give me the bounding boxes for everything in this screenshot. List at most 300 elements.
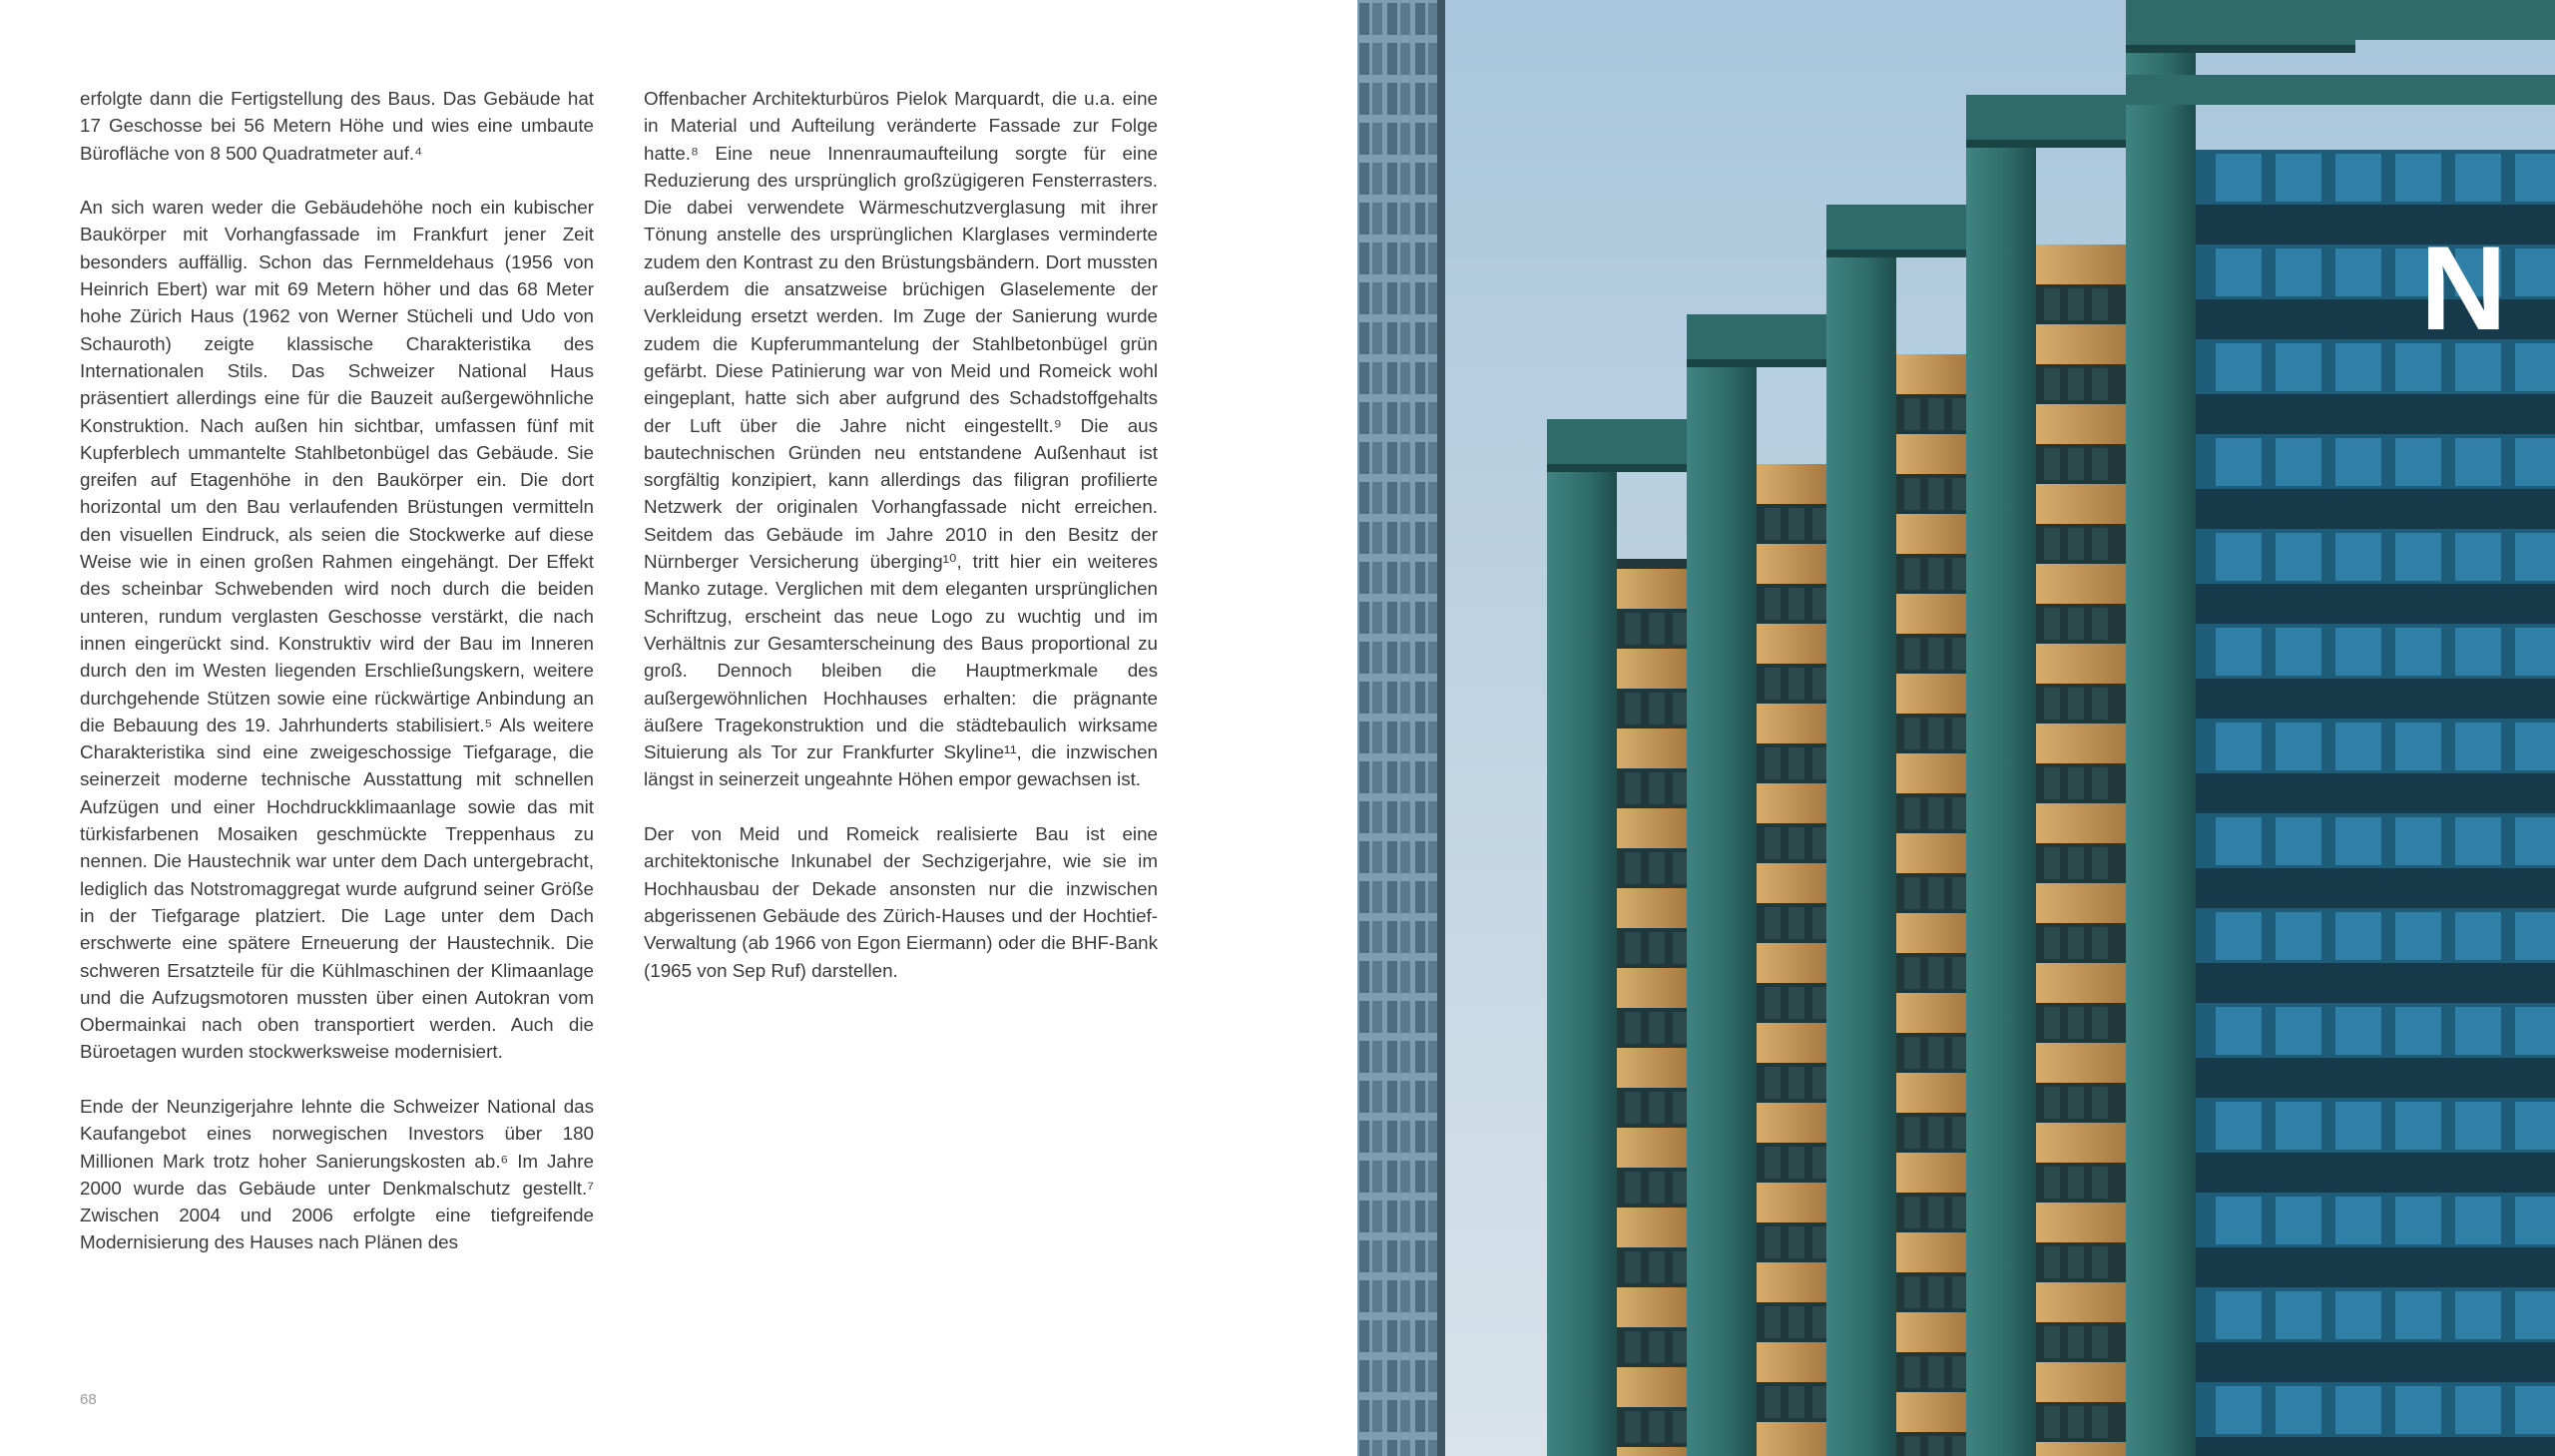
frame-beam [1966,95,2146,140]
window-pane [1928,1117,1944,1149]
window-pane [1812,1147,1828,1179]
window-pane [1928,718,1944,749]
window-pane [1788,668,1804,700]
glass-pane [2216,343,2262,391]
window-pane [1928,638,1944,670]
window-pane [1649,613,1665,645]
window-pane [1952,398,1968,430]
glass-pane [2276,1007,2321,1055]
glass-pane [2515,817,2555,865]
window-pane [1904,1356,1920,1388]
window-pane [1625,1012,1641,1044]
window-pane [1649,852,1665,884]
window-pane [2068,448,2084,480]
copper-spandrel [1896,993,1966,1033]
copper-spandrel [1757,1262,1826,1302]
copper-spandrel [1617,1447,1687,1456]
window-pane [1788,1226,1804,1258]
frame-beam [1547,419,1707,464]
window-pane [1928,877,1944,909]
glass-pane [2276,1197,2321,1244]
glass-pane [2276,1102,2321,1150]
glass-pane [2395,912,2441,960]
glass-pane [2216,1102,2262,1150]
copper-spandrel [1617,1048,1687,1088]
glass-pane [2395,154,2441,202]
copper-spandrel [1896,594,1966,634]
copper-spandrel [1757,704,1826,743]
building-sign: N [2420,222,2507,355]
glass-pane [2395,817,2441,865]
copper-spandrel [2036,1123,2126,1163]
window-pane [2044,448,2060,480]
window-pane [1904,1436,1920,1456]
window-pane [1928,957,1944,989]
window-pane [2044,608,2060,640]
window-pane [1812,508,1828,540]
window-pane [1952,558,1968,590]
glass-pane [2276,628,2321,676]
window-pane [2068,1246,2084,1278]
glass-pane [2335,1291,2381,1339]
window-pane [1673,1092,1689,1124]
window-pane [1649,1251,1665,1283]
glass-pane [2276,723,2321,770]
window-pane [1788,987,1804,1019]
spandrel-band [2196,773,2555,813]
window-pane [1812,1067,1828,1099]
window-pane [1904,1037,1920,1069]
copper-spandrel [1896,1073,1966,1113]
window-pane [2068,927,2084,959]
building-illustration [1357,0,2555,1456]
window-pane [1673,852,1689,884]
glass-pane [2276,817,2321,865]
window-pane [1788,508,1804,540]
spandrel-band [2196,1342,2555,1382]
window-pane [1928,1197,1944,1228]
copper-spandrel [2036,1282,2126,1322]
spandrel-band [2196,1437,2555,1456]
window-pane [1788,907,1804,939]
window-pane [1673,693,1689,725]
window-pane [1952,1356,1968,1388]
glass-pane [2455,628,2501,676]
window-pane [1952,718,1968,749]
window-pane [1952,797,1968,829]
glass-pane [2335,1386,2381,1434]
neighbor-tower [1357,0,1442,1456]
copper-spandrel [2036,963,2126,1003]
window-pane [1625,693,1641,725]
paragraph: Ende der Neunzigerjahre lehnte die Schweizer National das Kaufangebot eines norwegischen Investors über 180 Millionen Mark trotz hoher Sanierungskosten ab.⁶ Im Jahre 2000 wurde das Gebäude unter Denkmalschutz gestellt.⁷ Zwischen 2004 und 2006 erfolgte eine tiefgreifende Modernisierung des Hauses nach Plänen des [80,1095,594,1253]
glass-pane [2395,438,2441,486]
glass-pane [2515,1102,2555,1150]
glass-pane [2515,1197,2555,1244]
glass-pane [2216,1291,2262,1339]
glass-pane [2515,1007,2555,1055]
window-pane [2092,1087,2108,1119]
glass-pane [2335,248,2381,296]
glass-pane [2395,1386,2441,1434]
window-pane [1904,638,1920,670]
window-pane [1812,668,1828,700]
glass-pane [2216,248,2262,296]
window-pane [1765,1147,1781,1179]
glass-pane [2455,723,2501,770]
copper-spandrel [1757,1023,1826,1063]
window-pane [2044,688,2060,720]
glass-pane [2335,1197,2381,1244]
glass-pane [2216,817,2262,865]
window-pane [1625,613,1641,645]
copper-spandrel [2036,1203,2126,1242]
window-pane [1812,907,1828,939]
window-pane [1649,1092,1665,1124]
spandrel-band [2196,679,2555,719]
window-pane [1625,932,1641,964]
copper-spandrel [2036,724,2126,763]
window-pane [1649,1331,1665,1363]
glass-pane [2455,1291,2501,1339]
frame-beam-shadow [1966,140,2146,148]
window-pane [1928,1276,1944,1308]
glass-pane [2335,533,2381,581]
glass-pane [2455,1007,2501,1055]
glass-pane [2335,438,2381,486]
copper-spandrel [1896,833,1966,873]
glass-pane [2276,154,2321,202]
window-pane [1765,827,1781,859]
window-pane [2044,1167,2060,1199]
frame-pillar [1826,205,1896,1456]
window-pane [1625,1331,1641,1363]
glass-pane [2335,817,2381,865]
copper-spandrel [1617,569,1687,609]
window-pane [1788,1067,1804,1099]
window-pane [2092,847,2108,879]
window-pane [1952,1037,1968,1069]
window-pane [1928,558,1944,590]
window-pane [1812,1306,1828,1338]
glass-pane [2276,438,2321,486]
copper-spandrel [1896,753,1966,793]
copper-spandrel [1617,1128,1687,1168]
window-pane [2044,847,2060,879]
glass-pane [2216,533,2262,581]
copper-spandrel [1617,1208,1687,1247]
window-pane [2068,368,2084,400]
copper-spandrel [2036,244,2126,284]
glass-pane [2395,628,2441,676]
glass-pane [2276,912,2321,960]
frame-beam [2126,0,2555,40]
window-pane [1673,1251,1689,1283]
copper-spandrel [1896,434,1966,474]
copper-spandrel [1896,1153,1966,1193]
window-pane [1788,1306,1804,1338]
window-pane [1788,827,1804,859]
window-pane [1952,478,1968,510]
glass-pane [2276,1291,2321,1339]
glass-pane [2335,628,2381,676]
window-pane [1812,1386,1828,1418]
copper-spandrel [2036,484,2126,524]
glass-pane [2216,1386,2262,1434]
paragraph: erfolgte dann die Fertigstellung des Baus. Das Gebäude hat 17 Geschosse bei 56 Metern Höhe und wies eine umbaute Bürofläche von 8 500 Quadratmeter auf.⁴ [80,88,594,164]
window-pane [1673,1331,1689,1363]
text-column-right [644,85,1158,1011]
glass-pane [2335,912,2381,960]
window-pane [1765,987,1781,1019]
window-pane [1904,877,1920,909]
window-pane [1625,852,1641,884]
copper-spandrel [2036,1043,2126,1083]
glass-pane [2515,154,2555,202]
window-pane [1765,668,1781,700]
window-pane [1625,1411,1641,1443]
window-pane [1649,1172,1665,1204]
window-pane [1625,1251,1641,1283]
window-pane [1928,398,1944,430]
page-number: 68 [80,1391,97,1408]
copper-spandrel [2036,803,2126,843]
window-pane [1952,1197,1968,1228]
glass-pane [2216,723,2262,770]
copper-spandrel [1896,674,1966,714]
copper-spandrel [2036,1362,2126,1402]
window-pane [2068,288,2084,320]
spandrel-band [2196,394,2555,434]
window-pane [1812,588,1828,620]
window-pane [2092,1326,2108,1358]
window-pane [1788,588,1804,620]
copper-spandrel [2036,883,2126,923]
window-pane [2044,528,2060,560]
window-pane [1765,1067,1781,1099]
glass-pane [2216,1197,2262,1244]
glass-pane [2395,533,2441,581]
glass-pane [2515,438,2555,486]
window-pane [2092,688,2108,720]
window-pane [2044,1087,2060,1119]
glass-pane [2216,912,2262,960]
window-pane [1673,772,1689,804]
window-pane [1904,398,1920,430]
copper-spandrel [1896,514,1966,554]
frame-beam [1826,205,1986,249]
window-pane [1649,693,1665,725]
window-pane [2068,1167,2084,1199]
frame-beam-shadow [2126,45,2355,53]
copper-spandrel [1617,649,1687,689]
window-pane [2068,1326,2084,1358]
copper-spandrel [2036,644,2126,684]
glass-pane [2276,1386,2321,1434]
window-pane [1625,1172,1641,1204]
spandrel-band [2196,584,2555,624]
window-pane [2044,1326,2060,1358]
window-pane [2092,608,2108,640]
window-pane [2044,1406,2060,1438]
copper-spandrel [2036,564,2126,604]
window-pane [2068,688,2084,720]
window-pane [2092,448,2108,480]
window-pane [2044,767,2060,799]
frame-beam [2126,75,2555,105]
spandrel-band [2196,489,2555,529]
copper-spandrel [1617,968,1687,1008]
paragraph: Der von Meid und Romeick realisierte Bau ist eine architektonische Inkunabel der Sechzigerjahre, wie sie im Hochhausbau der Dekade ansonsten nur die inzwischen abgerissenen Gebäude des Zürich-Hauses und der Hochtief-Verwaltung (ab 1966 von Egon Eiermann) oder die BHF-Bank (1965 von Sep Ruf) darstellen. [644,823,1158,981]
glass-pane [2455,154,2501,202]
window-pane [1928,1356,1944,1388]
window-pane [1928,1436,1944,1456]
spandrel-band [2196,1058,2555,1098]
window-pane [2092,1406,2108,1438]
frame-pillar [2126,0,2196,1456]
window-pane [2068,1007,2084,1039]
glass-pane [2335,1102,2381,1150]
window-pane [1904,797,1920,829]
window-pane [2068,1406,2084,1438]
copper-spandrel [1617,728,1687,768]
spandrel-band [2196,963,2555,1003]
frame-pillar [1966,95,2036,1456]
window-pane [2092,1167,2108,1199]
copper-spandrel [1757,783,1826,823]
window-pane [1904,558,1920,590]
glass-pane [2455,533,2501,581]
copper-spandrel [2036,1442,2126,1456]
window-pane [1928,478,1944,510]
window-pane [1928,1037,1944,1069]
glass-pane [2216,1007,2262,1055]
window-pane [1952,638,1968,670]
window-pane [2092,1246,2108,1278]
glass-pane [2515,248,2555,296]
frame-beam-shadow [1547,464,1707,472]
window-pane [1673,1411,1689,1443]
glass-pane [2335,723,2381,770]
window-pane [1904,957,1920,989]
glass-pane [2395,1102,2441,1150]
glass-pane [2335,1007,2381,1055]
copper-spandrel [1757,464,1826,504]
window-pane [2092,528,2108,560]
glass-pane [2515,1291,2555,1339]
window-pane [1812,987,1828,1019]
copper-spandrel [2036,404,2126,444]
glass-pane [2455,817,2501,865]
copper-spandrel [1757,1422,1826,1456]
window-pane [1765,588,1781,620]
window-pane [1904,1276,1920,1308]
window-pane [1765,747,1781,779]
glass-pane [2515,533,2555,581]
window-pane [2092,1007,2108,1039]
glass-pane [2455,1386,2501,1434]
window-pane [2068,847,2084,879]
copper-spandrel [1896,354,1966,394]
window-pane [1904,1117,1920,1149]
glass-pane [2216,438,2262,486]
glass-pane [2515,628,2555,676]
window-pane [2068,608,2084,640]
window-pane [1673,1172,1689,1204]
window-pane [1765,1386,1781,1418]
window-pane [1649,932,1665,964]
glass-pane [2455,1102,2501,1150]
copper-spandrel [1757,1183,1826,1222]
window-pane [1952,1276,1968,1308]
window-pane [1649,1012,1665,1044]
window-pane [2092,288,2108,320]
window-pane [2068,1087,2084,1119]
copper-spandrel [1896,1312,1966,1352]
frame-pillar [1547,419,1617,1456]
copper-spandrel [1617,888,1687,928]
window-pane [1765,907,1781,939]
paragraph: Offenbacher Architekturbüros Pielok Marquardt, die u.a. eine in Material und Aufteilung veränderte Fassade zur Folge hatte.⁸ Eine neue Innenraumaufteilung sorgte für eine Reduzierung des ursprünglich großzügigeren Fensterrasters. Die dabei verwendete Wärmeschutzverglasung mit ihrer Tönung anstelle des ursprünglichen Klarglases verminderte zudem den Kontrast zu den Brüstungsbändern. Dort mussten außerdem die ansatzweise brüchigen Glaselemente der Verkleidung ersetzt werden. Im Zuge der Sanierung wurde zudem die Kupferummantelung der Stahlbetonbügel grün gefärbt. Diese Patinierung war von Meid und Romeick wohl eingeplant, hatte sich aber aufgrund des Schadstoffgehalts der Luft über die Jahre nicht eingestellt.⁹ Die aus bautechnischen Gründen neu entstandene Außenhaut ist sorgfältig konzipiert, kann allerdings das filigran profilierte Netzwerk der originalen Vorhangfassade nicht erreichen. Seitdem das Gebäude im Jahre 2010 in den Besitz der Nürnberger Versicherung überging¹⁰, tritt hier ein weiteres Manko zutage. Verglichen mit dem eleganten ursprünglichen Schriftzug, erscheint das neue Logo zu wuchtig und im Verhältnis zur Gesamterscheinung des Baus proportional zu groß. Dennoch bleiben die Hauptmerkmale des außergewöhnlichen Hochhauses erhalten: die prägnante äußere Tragekonstruktion und die städtebaulich wirksame Situierung als Tor zur Frankfurter Skyline¹¹, die inzwischen längst in seinerzeit ungeahnte Höhen empor gewachsen ist. [644,88,1158,790]
window-pane [1952,1117,1968,1149]
window-pane [1812,747,1828,779]
copper-spandrel [1896,1392,1966,1432]
window-pane [1788,1386,1804,1418]
window-pane [2092,368,2108,400]
window-pane [2068,528,2084,560]
frame-beam [1687,314,1846,359]
glass-pane [2455,912,2501,960]
window-pane [1904,478,1920,510]
glass-pane [2216,154,2262,202]
frame-pillar [1687,314,1757,1456]
copper-spandrel [1757,624,1826,664]
window-pane [2044,368,2060,400]
glass-pane [2395,1291,2441,1339]
window-pane [1649,1411,1665,1443]
spandrel-band [2196,1247,2555,1287]
window-pane [1765,508,1781,540]
glass-pane [2276,248,2321,296]
glass-pane [2395,1197,2441,1244]
copper-spandrel [2036,324,2126,364]
window-pane [1952,877,1968,909]
copper-spandrel [1617,808,1687,848]
window-pane [1788,1147,1804,1179]
copper-spandrel [1757,863,1826,903]
building-photo [1357,0,2555,1456]
glass-pane [2515,723,2555,770]
glass-pane [2515,912,2555,960]
window-pane [1928,797,1944,829]
window-pane [1765,1306,1781,1338]
window-pane [1673,1012,1689,1044]
window-pane [2092,767,2108,799]
window-pane [1788,747,1804,779]
window-pane [1649,772,1665,804]
text-column-left [80,85,594,1283]
window-pane [2044,927,2060,959]
copper-spandrel [1617,1367,1687,1407]
window-pane [1904,718,1920,749]
glass-pane [2515,343,2555,391]
window-pane [2068,767,2084,799]
copper-spandrel [1757,544,1826,584]
spandrel-band [2196,1153,2555,1193]
window-pane [1952,1436,1968,1456]
window-pane [1625,1092,1641,1124]
glass-pane [2455,438,2501,486]
